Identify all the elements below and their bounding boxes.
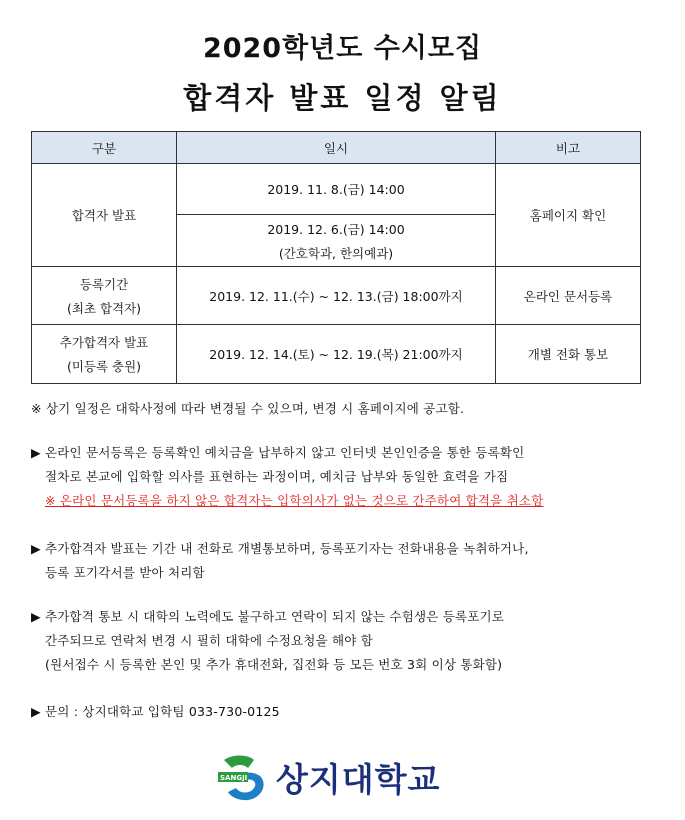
table-row xyxy=(32,267,641,325)
note-contact-notice xyxy=(31,605,504,677)
warning-line: ※ 온라인 문서등록을 하지 않은 합격자는 입학의사가 없는 것으로 간주하여 합격을 취소함 xyxy=(45,493,544,508)
category-cell xyxy=(32,325,177,384)
date-cell: 2019. 11. 8.(금) 14:00 xyxy=(177,164,496,215)
note-line: 절차로 본교에 입학할 의사를 표현하는 과정이며, 예치금 납부와 동일한 효력을 가짐 xyxy=(45,469,509,484)
university-logo xyxy=(218,752,440,802)
date-cell: 2019. 12. 14.(토) ~ 12. 19.(목) 21:00까지 xyxy=(177,325,496,384)
inquiry-line: ▶ 문의 : 상지대학교 입학팀 033-730-0125 xyxy=(31,704,280,719)
svg-text:SANGJI: SANGJI xyxy=(220,774,248,782)
remarks-cell: 홈페이지 확인 xyxy=(496,164,641,267)
note-schedule-change: ※ 상기 일정은 대학사정에 따라 변경될 수 있으며, 변경 시 홈페이지에 공고함. xyxy=(31,401,465,416)
note-line: 간주되므로 연락처 변경 시 필히 대학에 수정요청을 해야 함 xyxy=(45,633,373,648)
note-line: ▶ 추가합격자 발표는 기간 내 전화로 개별통보하며, 등록포기자는 전화내용을 녹취하거나, xyxy=(31,541,529,556)
date-cell: 2019. 12. 11.(수) ~ 12. 13.(금) 18:00까지 xyxy=(177,267,496,325)
table-row xyxy=(32,164,641,215)
header-remarks: 비고 xyxy=(496,132,641,164)
page-subtitle: 합격자 발표 일정 알림 xyxy=(183,81,502,115)
note-line: 등록 포기각서를 받아 처리함 xyxy=(45,565,205,580)
category-cell xyxy=(32,267,177,325)
university-name: 상지대학교 xyxy=(276,759,441,799)
remarks-cell: 온라인 문서등록 xyxy=(496,267,641,325)
category-cell: 합격자 발표 xyxy=(32,164,177,267)
category-text: 등록기간 xyxy=(79,276,129,292)
note-line: ▶ 추가합격 통보 시 대학의 노력에도 불구하고 연락이 되지 않는 수험생은 등록포기로 xyxy=(31,609,505,624)
note-additional-admission xyxy=(31,537,529,585)
header-category: 구분 xyxy=(32,132,177,164)
category-subtext: (최초 합격자) xyxy=(66,300,142,316)
date-cell xyxy=(177,215,496,267)
table-header-row xyxy=(32,132,641,164)
note-line: ▶ 온라인 문서등록은 등록확인 예치금을 납부하지 않고 인터넷 본인인증을 통한 등록확인 xyxy=(31,445,525,460)
table-row xyxy=(32,325,641,384)
note-online-registration xyxy=(31,441,543,513)
page-title: 2020학년도 수시모집 xyxy=(202,33,483,64)
schedule-table xyxy=(31,131,641,384)
date-subtext: (간호학과, 한의예과) xyxy=(278,245,394,261)
category-subtext: (미등록 충원) xyxy=(66,359,142,374)
note-line: (원서접수 시 등록한 본인 및 추가 휴대전화, 집전화 등 모든 번호 3회 이상 통화함) xyxy=(45,657,503,672)
date-text: 2019. 12. 6.(금) 14:00 xyxy=(267,221,405,237)
category-text: 추가합격자 발표 xyxy=(59,335,149,350)
header-datetime: 일시 xyxy=(177,132,496,164)
university-emblem-icon xyxy=(218,752,270,802)
remarks-cell: 개별 전화 통보 xyxy=(496,325,641,384)
